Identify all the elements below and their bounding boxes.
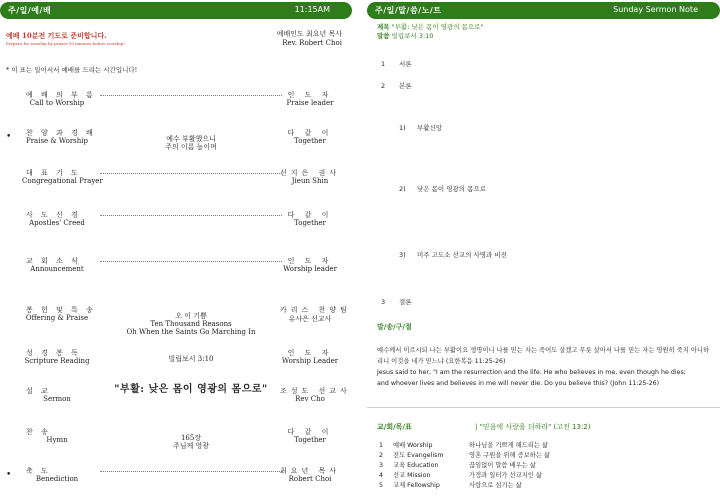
order-item-leader-english: Worship leader (283, 265, 337, 273)
outline-item: 3) 미주 고도소 선교의 사명과 비전 (399, 251, 507, 259)
order-item-english: Apostles' Creed (29, 219, 85, 227)
text-label: 말씀 (377, 32, 390, 40)
order-item-leader-english: Worship Leader (281, 357, 339, 365)
standing-note: * 이 표는 일어서서 예배를 드리는 시간입니다! (6, 66, 138, 74)
order-item-english: Scripture Reading (24, 357, 90, 365)
order-item-korean: 봉 헌 및 특 송 (26, 306, 96, 314)
order-item-english: Announcement (30, 265, 84, 273)
scripture-text: 빌립보서 3:10 (391, 32, 434, 40)
church-theme: | "믿음에 사랑을 더하라" (고전 13:2) (475, 423, 591, 431)
order-item-detail: 165장 주님께 영광 (172, 434, 210, 450)
topic-text: "부활: 낮은 몸이 영광의 몸으로" (391, 23, 484, 31)
outline-item: 2 본론 (381, 82, 412, 90)
order-row (0, 305, 352, 336)
order-row (0, 386, 352, 410)
order-item-detail: 예수 부활했으니 주의 이름 높이며 (165, 135, 217, 151)
order-item-leader-korean: 최요년 목사 (280, 467, 341, 475)
order-item-detail: 빌립보서 3:10 (168, 355, 214, 363)
worship-header-bar (0, 2, 352, 19)
list-item: 2 전도 Evangelism 영혼 구원을 위해 증보하는 삶 (379, 452, 550, 459)
order-item-leader-korean: 조성도 선교사 (280, 387, 351, 395)
leader-name: Rev. Robert Choi (282, 39, 342, 47)
dotted-leader (100, 258, 282, 262)
sermon-topic (377, 23, 483, 41)
order-item-leader-english: Praise leader (286, 99, 334, 107)
worship-order-panel (0, 0, 352, 498)
order-item-leader-english: Jieun Shin (291, 177, 329, 185)
order-item-korean: 찬 양 과 경 배 (26, 129, 96, 137)
order-item-leader-english: Robert Choi (288, 475, 332, 483)
order-item-leader-korean: 인 도 자 (287, 257, 333, 265)
order-item-korean: 예 배 의 부 름 (26, 91, 96, 99)
order-row (0, 466, 352, 490)
stand-bullet: • (6, 470, 12, 480)
order-item-leader-english: 유사은 선교사 (288, 315, 332, 323)
order-item-detail: "부활: 낮은 몸이 영광의 몸으로" (114, 384, 268, 395)
order-item-english: Hymn (46, 436, 68, 444)
order-item-leader-english: Together (294, 137, 326, 145)
order-item-leader-korean: 다 같 이 (287, 428, 333, 436)
outline-item: 2) 낮은 몸이 영광의 몸으로 (399, 185, 486, 193)
order-item-detail: 오 이 기쁨 Ten Thousand Reasons Oh When the Saints Go Marching In (126, 312, 256, 336)
order-row (0, 256, 352, 280)
verse-label: 말/송/구/절 (377, 323, 412, 331)
order-item-korean: 성 경 봉 독 (26, 349, 81, 357)
list-item: 4 선교 Mission 가정과 일터가 선교지인 삶 (379, 472, 542, 479)
order-item-leader-english: Together (294, 436, 326, 444)
list-item: 1 예배 Worship 하나님을 기쁘게 해드리는 삶 (379, 442, 548, 449)
order-item-korean: 교 회 소 식 (26, 257, 81, 265)
order-row (0, 427, 352, 451)
order-item-english: Offering & Praise (25, 314, 89, 322)
order-item-korean: 설 교 (26, 387, 51, 395)
outline-item: 1 서론 (381, 60, 412, 68)
order-item-korean: 축 도 (26, 467, 51, 475)
order-item-english: Congregational Prayer (22, 177, 103, 185)
memory-verse (377, 345, 713, 389)
stand-bullet: • (6, 132, 12, 142)
list-item: 3 교육 Education 끊임없이 말씀 배우는 삶 (379, 462, 536, 469)
order-row (0, 90, 352, 114)
dotted-leader (100, 212, 282, 216)
list-item: 5 교제 Fellowship 사랑으로 섬기는 삶 (379, 482, 522, 489)
leader-info (277, 30, 342, 48)
order-item-english: Benediction (35, 475, 79, 483)
order-item-leader-korean: 카리스 찬양팀 (280, 306, 351, 314)
order-row (0, 348, 352, 372)
divider (367, 407, 720, 408)
worship-time: 11:15AM (294, 5, 330, 14)
leader-title: 예배인도 최요년 목사 (276, 30, 342, 38)
order-item-english: Praise & Worship (26, 137, 88, 145)
outline-item: 1) 부활신앙 (399, 124, 443, 132)
dotted-leader (100, 468, 282, 472)
order-item-korean: 대 표 기 도 (26, 169, 81, 177)
sermon-note-title: 주/일/말/씀/노/트 (375, 6, 442, 15)
verse-korean: 예수께서 이르시되 나는 부활이요 생명이니 나를 믿는 자는 죽어도 살겠고 무릇 살아서 나를 믿는 자는 영원히 죽지 아니하리니 이것을 네가 믿느냐 (요한복음 11:25-26) (377, 347, 710, 365)
verse-english-1: Jesus said to her, "I am the resurrection and the life. He who believes in me, even though he dies; (377, 369, 686, 376)
order-item-korean: 찬 송 (26, 428, 51, 436)
topic-label: 제목 (377, 23, 390, 31)
sermon-note-subtitle: Sunday Sermon Note (613, 5, 698, 14)
order-item-leader-korean: 신지은 권사 (280, 169, 341, 177)
outline-item: 3 결론 (381, 298, 412, 306)
order-row (0, 128, 352, 152)
order-item-leader-english: Rev Cho (295, 395, 325, 403)
verse-english-2: and whoever lives and believes in me will never die. Do you believe this? (John 11:25-26) (377, 380, 660, 387)
order-item-english: Sermon (43, 395, 71, 403)
welcome-text-en: Prepare for worship by prayer 10 minutes before worship! (6, 41, 125, 46)
order-item-leader-english: Together (294, 219, 326, 227)
order-row (0, 210, 352, 234)
order-item-leader-korean: 다 같 이 (287, 211, 333, 219)
sermon-note-panel (367, 0, 720, 498)
order-item-leader-korean: 다 같 이 (287, 129, 333, 137)
dotted-leader (100, 170, 282, 174)
sermon-header-bar (367, 2, 720, 19)
worship-title: 주/일/예/배 (8, 6, 52, 15)
order-item-leader-korean: 인 도 자 (287, 91, 333, 99)
church-goals-list (379, 441, 550, 491)
order-item-leader-korean: 인 도 자 (287, 349, 333, 357)
church-goals-label: 교/회/목/표 (377, 423, 412, 431)
order-item-english: Call to Worship (29, 99, 85, 107)
welcome-text: 예배 10분전 기도로 준비합니다. (6, 31, 107, 40)
order-item-korean: 사 도 신 경 (26, 211, 81, 219)
order-row (0, 168, 352, 192)
dotted-leader (100, 92, 282, 96)
